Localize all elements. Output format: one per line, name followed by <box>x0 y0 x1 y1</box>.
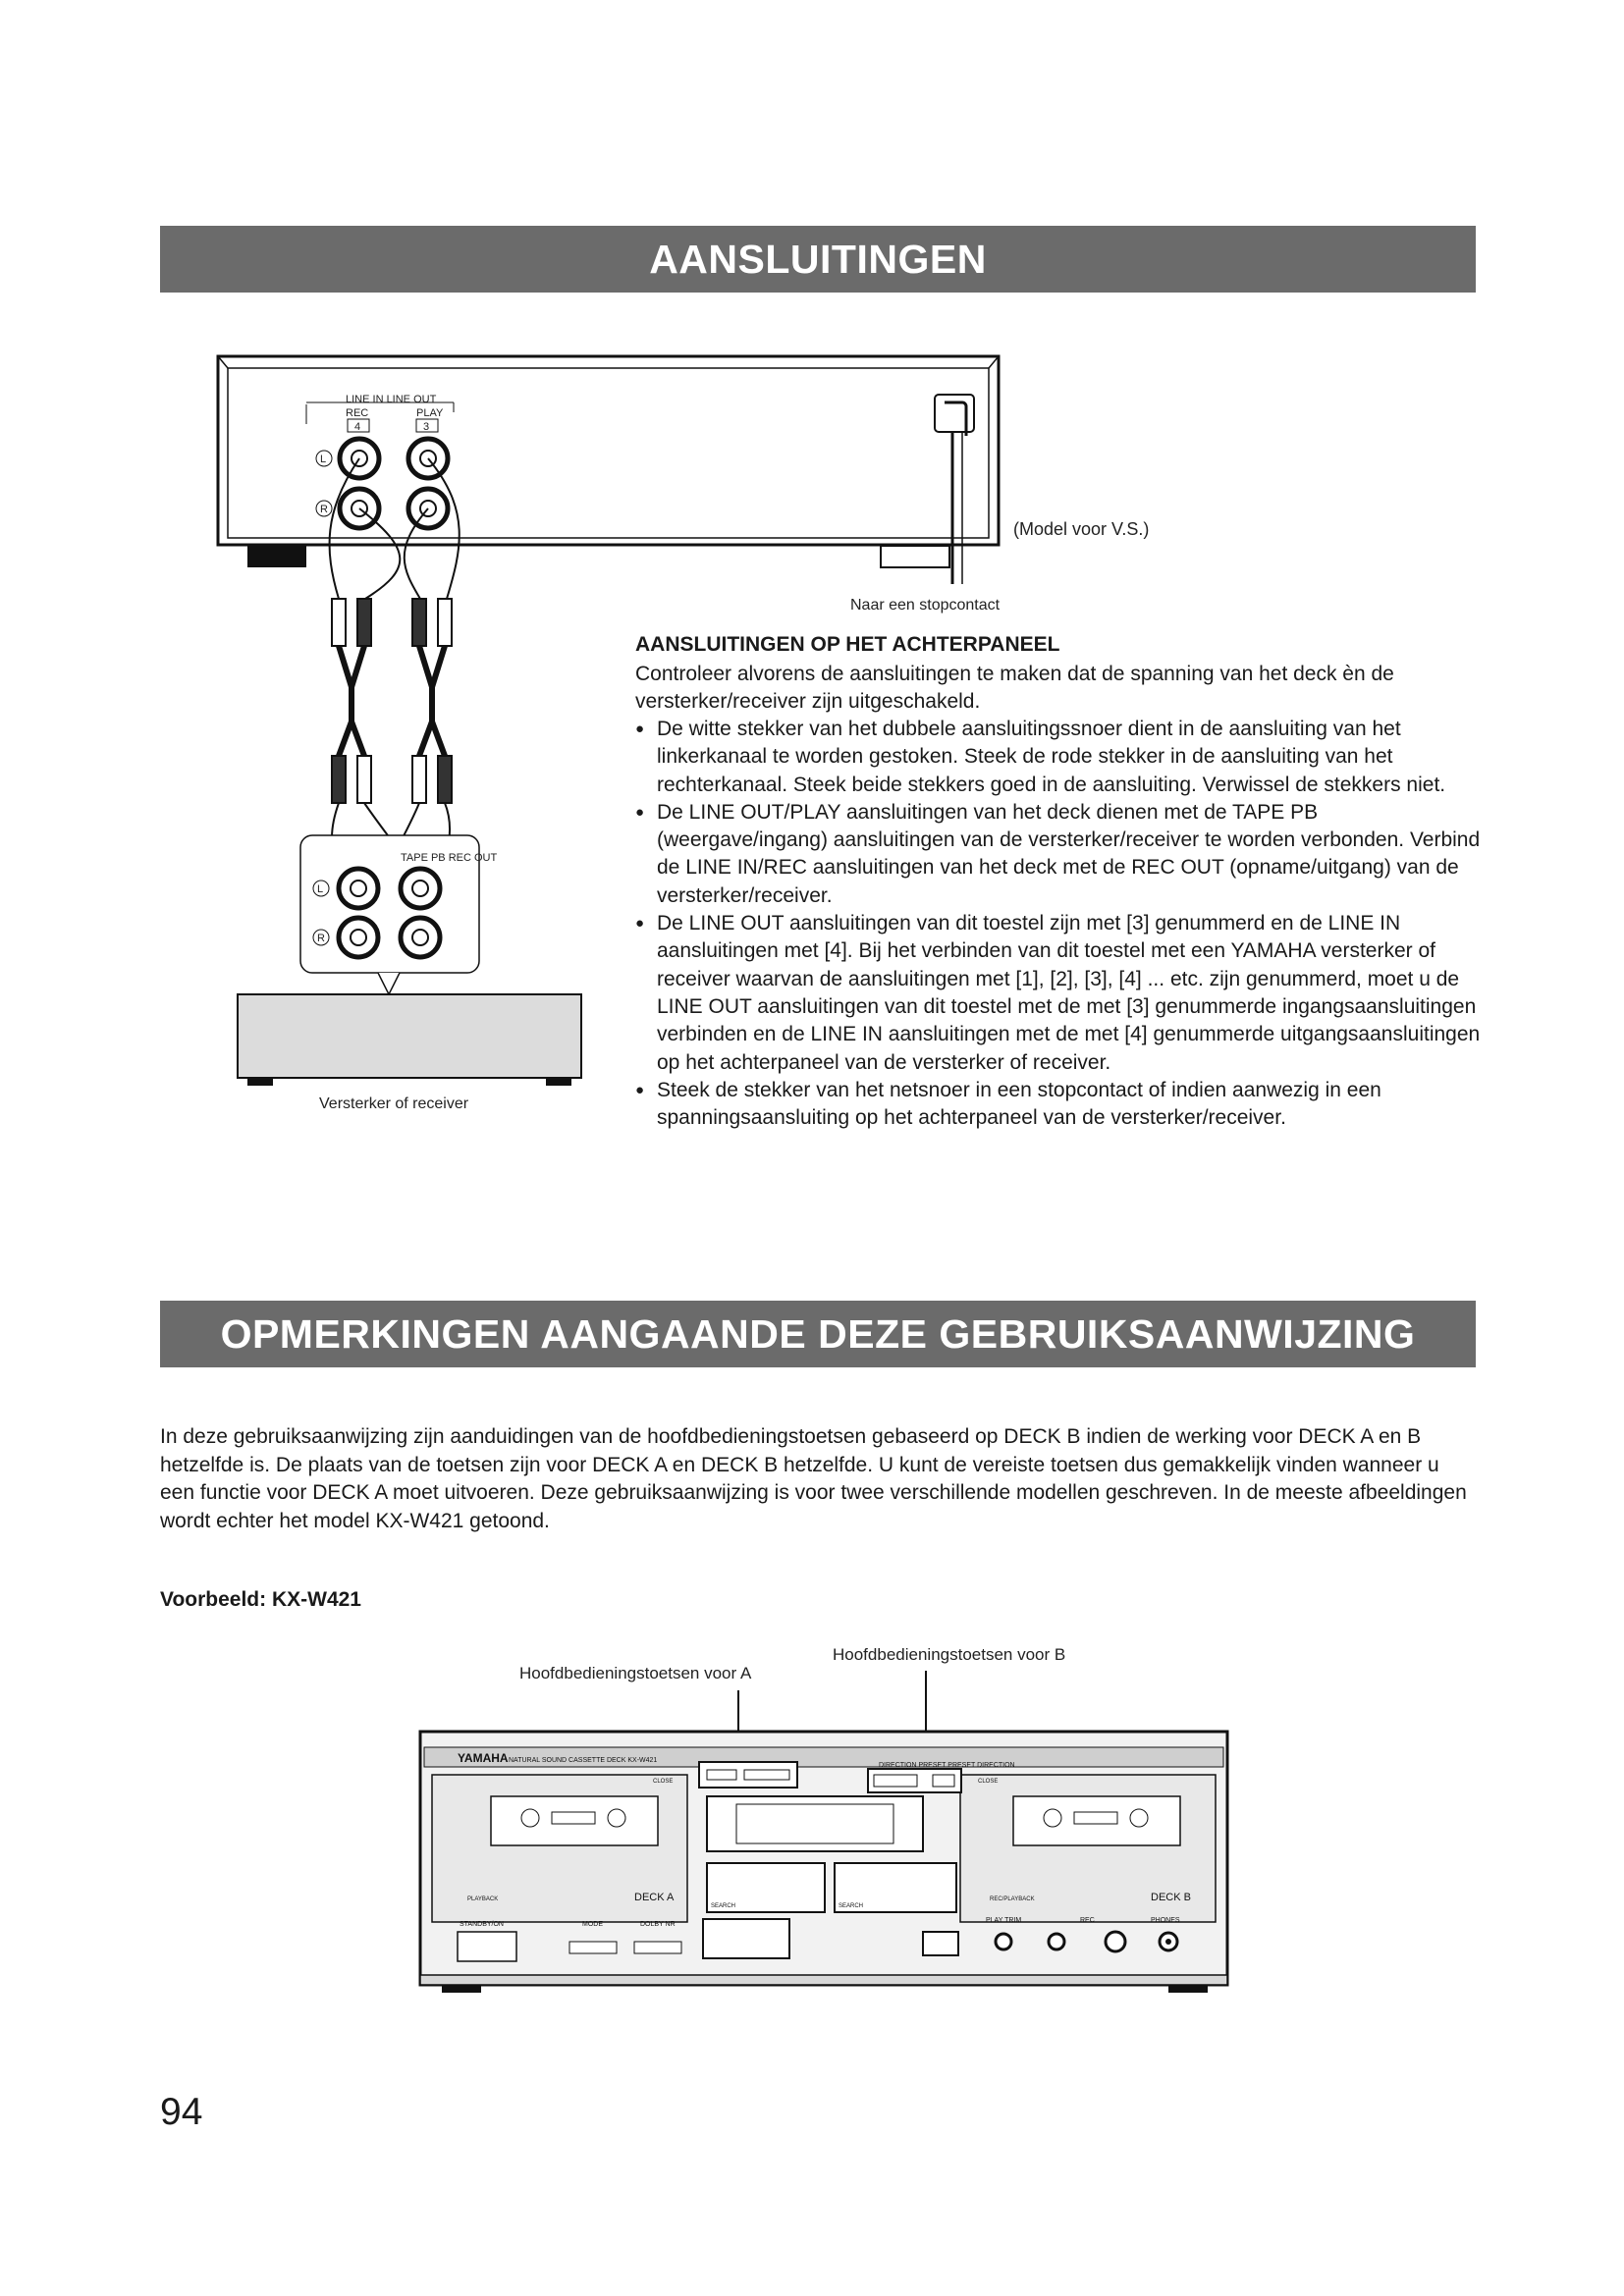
phones-label: PHONES <box>1151 1917 1180 1924</box>
bullet-4: ● Steek de stekker van het netsnoer in een stopcontact of indien aanwezig in een spanningsaansluiting op het achterpaneel van de versterker/receiver. <box>635 1077 1485 1133</box>
num-3-box: 3 <box>423 421 430 433</box>
standby-button <box>458 1932 516 1961</box>
deck-a-label: DECK A <box>634 1892 675 1903</box>
standby-label: STANDBY/ON <box>460 1921 504 1928</box>
num-4-box: 4 <box>354 421 361 433</box>
close-label-a: CLOSE <box>653 1779 674 1785</box>
mode-label: MODE <box>582 1921 603 1928</box>
rec-label: REC <box>1080 1917 1095 1924</box>
close-label-b: CLOSE <box>978 1779 999 1785</box>
mode-button <box>569 1942 617 1953</box>
label-tape-pb-rec-out: TAPE PB REC OUT <box>401 852 498 864</box>
brand-logo: YAMAHA <box>458 1751 509 1765</box>
deck-b-label: DECK B <box>1151 1892 1191 1903</box>
deck-label-r: R <box>320 504 328 515</box>
controls-a-label: Hoofdbedieningstoetsen voor A <box>519 1664 752 1682</box>
search-label-b: SEARCH <box>839 1903 864 1909</box>
section-title-notes: OPMERKINGEN AANGAANDE DEZE GEBRUIKSAANWIJZING <box>220 1310 1416 1357</box>
search-label-a: SEARCH <box>711 1903 736 1909</box>
power-outlet-label: Naar een stopcontact <box>850 597 1001 614</box>
bullet-1: ● De witte stekker van het dubbele aansluitingssnoer dient in de aansluiting van het linkerkanaal te worden gestoken. Steek de rode stekker in de aansluiting van het rechterkanaal. Steek beide stekkers goed in de aansluiting. Verwissel de stekkers niet. <box>635 716 1485 799</box>
play-trim-label: PLAY TRIM <box>986 1917 1022 1924</box>
notes-paragraph: In deze gebruiksaanwijzing zijn aanduidingen van de hoofdbedieningstoetsen gebaseerd op DECK B indien de werking voor DECK A en B hetzelfde is. De plaats van de toetsen zijn voor DECK A en DECK B hetzelfde. U kunt de vereiste toetsen dus gemakkelijk vinden wanneer u een functie voor DECK A moet uitvoeren. Deze gebruiksaanwijzing is voor twee verschillende modellen geschreven. In de meeste afbeeldingen wordt echter het model KX-W421 getoond. <box>160 1425 1467 1532</box>
example-label: Voorbeeld: KX-W421 <box>160 1588 361 1611</box>
model-note: (Model voor V.S.) <box>1013 519 1150 539</box>
bullet-2: ● De LINE OUT/PLAY aansluitingen van het deck dienen met de TAPE PB (weergave/ingang) aansluitingen van de versterker/receiver te worden verbonden. Verbind de LINE IN/REC aansluitingen van het deck met de REC OUT (opname/uitgang) van de versterker/receiver. <box>635 799 1485 910</box>
section-title-connections: AANSLUITINGEN <box>649 236 987 282</box>
bullet-3: ● De LINE OUT aansluitingen van dit toestel zijn met [3] genummerd en de LINE IN aansluitingen met [4]. Bij het verbinden van dit toestel met een YAMAHA versterker of receiver waarvan de aansluitingen met [1], [2], [3], [4] ... etc. zijn genummerd, moet u de LINE OUT aansluitingen van dit toestel met de met [3] genummerde ingangsaansluitingen verbinden en de LINE IN aansluitingen met de met [4] genummerde uitgangsaansluitingen op het achterpaneel van de versterker of receiver. <box>635 910 1485 1077</box>
deck-model-line: NATURAL SOUND CASSETTE DECK KX-W421 <box>509 1757 658 1764</box>
amplifier-label: Versterker of receiver <box>319 1095 469 1112</box>
label-rec: REC <box>346 407 369 419</box>
rear-panel-intro: Controleer alvorens de aansluitingen te maken dat de spanning van het deck èn de versterker/receiver zijn uitgeschakeld. <box>635 663 1394 713</box>
amp-label-r: R <box>317 933 325 944</box>
amp-label-l: L <box>317 883 324 895</box>
playback-label: PLAYBACK <box>467 1896 499 1902</box>
page-number: 94 <box>160 2091 203 2133</box>
label-line-in-out: LINE IN LINE OUT <box>346 394 437 405</box>
rec-playback-label: REC/PLAYBACK <box>990 1896 1035 1902</box>
label-play: PLAY <box>416 407 444 419</box>
dolby-label: DOLBY NR <box>640 1921 676 1928</box>
controls-b-label: Hoofdbedieningstoetsen voor B <box>833 1645 1066 1664</box>
deck-label-l: L <box>320 454 327 465</box>
dolby-button <box>634 1942 681 1953</box>
rear-panel-heading: AANSLUITINGEN OP HET ACHTERPANEEL <box>635 633 1060 656</box>
direction-label: DIRECTION PRESET PRESET DIRECTION <box>879 1762 1015 1769</box>
